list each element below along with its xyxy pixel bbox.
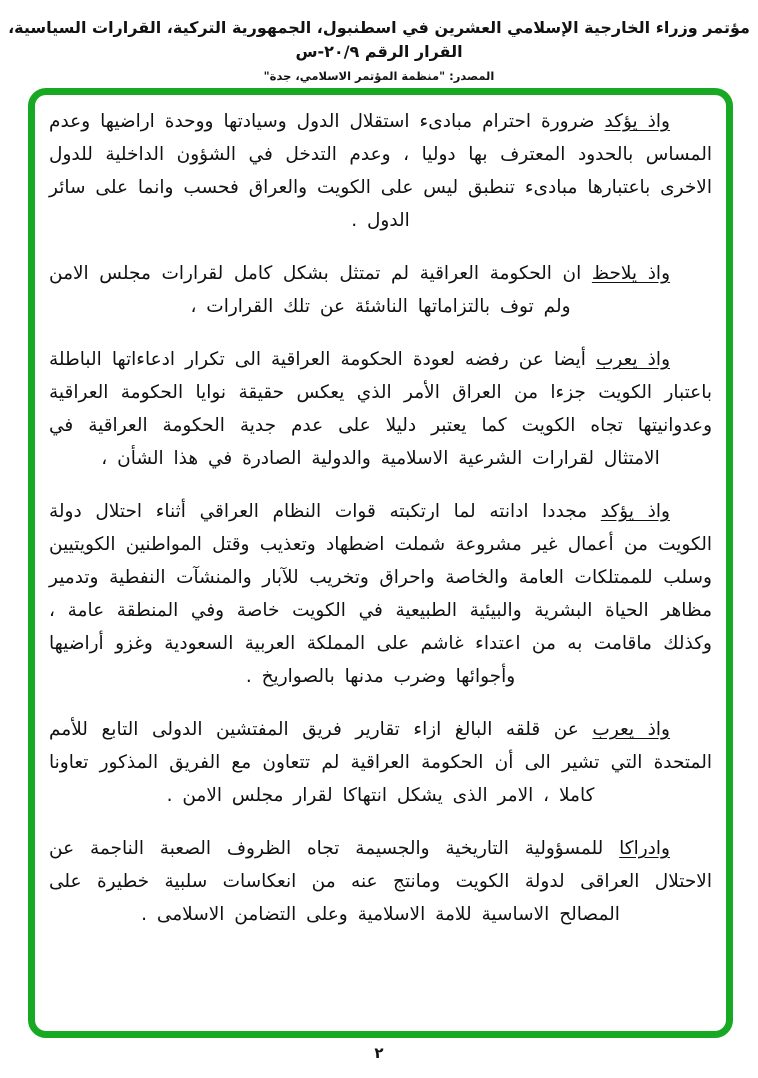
paragraph-lead-underlined: وادراكا: [619, 838, 670, 859]
source-value: "منظمة المؤتمر الاسلامي، جدة": [263, 69, 446, 83]
paragraph-text: أيضا عن رفضه لعودة الحكومة العراقية الى تكرار ادعاءاتها الباطلة باعتبار الكويت جزءا من العراق الأمر الذي يعكس حقيقة نوايا الحكومة العراقية وعدوانيتها تجاه الكويت كما يعتبر دليلا على عدم جدية الحكومة العراقية في الامتثال لقرارات الشرعية الاسلامية والدولية الصادرة في هذا الشأن ،: [49, 349, 712, 469]
preamble-paragraph-4: [49, 495, 712, 693]
page-number: ٢: [374, 1044, 384, 1062]
document-source-line: [0, 69, 758, 83]
resolution-preamble-box: [28, 88, 733, 1038]
preamble-paragraph-3: [49, 343, 712, 475]
document-header: [0, 0, 758, 83]
source-label: المصدر:: [449, 69, 495, 83]
paragraph-text: عن قلقه البالغ ازاء تقارير فريق المفتشين الدولى التابع للأمم المتحدة التي تشير الى أن الحكومة العراقية لم تتعاون مع الفريق المذكور تعاونا كاملا ، الامر الذى يشكل انتهاكا لقرار مجلس الامن .: [49, 719, 712, 806]
paragraph-lead-underlined: واذ يلاحظ: [591, 263, 671, 284]
paragraph-text: ان الحكومة العراقية لم تمتثل بشكل كامل لقرارات مجلس الامن ولم توف بالتزاماتها الناشئة عن تلك القرارات ،: [49, 263, 582, 317]
paragraph-text: للمسؤولية التاريخية والجسيمة تجاه الظروف الصعبة الناجمة عن الاحتلال العراقى لدولة الكويت ومانتج عنه من انعكاسات سلبية خطيرة على المصالح الاساسية للامة الاسلامية وعلى التضامن الاسلامى .: [49, 838, 712, 925]
preamble-paragraph-1: [49, 105, 712, 237]
paragraph-text: مجددا ادانته لما ارتكبته قوات النظام العراقي أثناء احتلال دولة الكويت من أعمال غير مشروعة شملت اضطهاد وتعذيب وقتل المواطنين الكويتيين وسلب للممتلكات العامة والخاصة واحراق وتخريب للآبار والمنشآت النفطية وتدمير مظاهر الحياة البشرية والبيئية الطبيعية في الكويت خاصة وفي المنطقة عامة ، وكذلك ماقامت به من اعتداء غاشم على المملكة العربية السعودية وغزو أراضيها وأجوائها وضرب مدنها بالصواريخ .: [49, 501, 712, 687]
paragraph-lead-underlined: واذ يؤكد: [600, 501, 670, 522]
preamble-paragraph-6: [49, 832, 712, 931]
preamble-paragraph-2: [49, 257, 712, 323]
preamble-paragraph-5: [49, 713, 712, 812]
paragraph-lead-underlined: واذ يعرب: [592, 719, 670, 740]
paragraph-lead-underlined: واذ يؤكد: [604, 111, 670, 132]
document-title: مؤتمر وزراء الخارجية الإسلامي العشرين في اسطنبول، الجمهورية التركية، القرارات السياسية، القرار الرقم ٢٠/٩-س: [8, 18, 750, 61]
paragraph-text: ضرورة احترام مبادىء استقلال الدول وسيادتها ووحدة اراضيها وعدم المساس بالحدود المعترف بها دوليا ، وعدم التدخل في الشؤون الداخلية للدول الاخرى باعتبارها مبادىء تنطبق ليس على الكويت والعراق فحسب وانما على سائر الدول .: [49, 111, 712, 231]
paragraph-lead-underlined: واذ يعرب: [595, 349, 670, 370]
